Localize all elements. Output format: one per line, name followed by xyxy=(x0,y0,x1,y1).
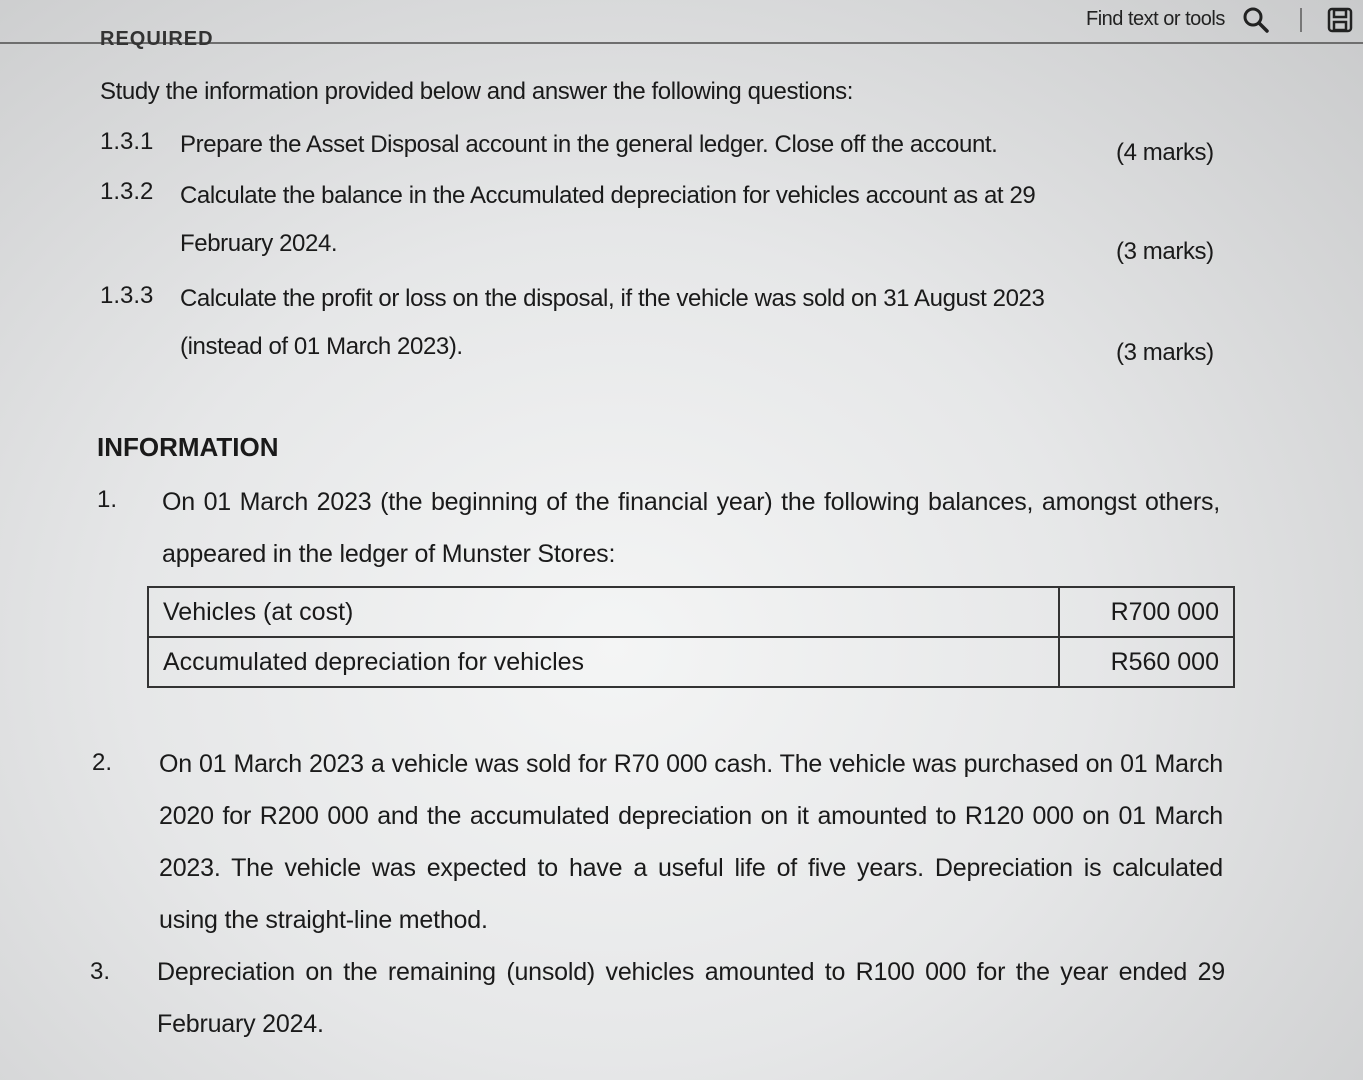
information-heading: INFORMATION xyxy=(97,432,279,462)
table-row xyxy=(148,637,1234,687)
question-text-continued: (instead of 01 March 2023). xyxy=(180,333,463,360)
balances-table xyxy=(147,586,1235,688)
cut-off-heading: REQUIRED xyxy=(100,28,214,50)
search-icon[interactable] xyxy=(1242,6,1270,34)
item-number: 1. xyxy=(97,486,118,513)
question-text: Calculate the balance in the Accumulated depreciation for vehicles account as at 29 xyxy=(180,182,1036,209)
item-text: On 01 March 2023 a vehicle was sold for R70 000 cash. The vehicle was purchased on 01 March 2020 for R200 000 and the accumulated depreciation on it amounted to R120 000 on 01 March 2023. The vehicle was expected to have a useful life of five years. Depreciation is calculated using the straight-line method. xyxy=(159,750,1223,934)
question-text-continued: February 2024. xyxy=(180,230,338,257)
question-number: 1.3.2 xyxy=(100,178,154,205)
question-number: 1.3.3 xyxy=(100,282,154,309)
balance-label: Vehicles (at cost) xyxy=(148,587,1059,637)
item-text: Depreciation on the remaining (unsold) vehicles amounted to R100 000 for the year ended 29 February 2024. xyxy=(157,958,1225,1038)
question-text: Prepare the Asset Disposal account in the general ledger. Close off the account. xyxy=(180,131,998,158)
item-text: On 01 March 2023 (the beginning of the financial year) the following balances, amongst others, appeared in the ledger of Munster Stores: xyxy=(162,488,1220,568)
balance-amount: R560 000 xyxy=(1059,637,1234,687)
question-marks: (3 marks) xyxy=(1116,238,1214,265)
item-number: 3. xyxy=(90,958,111,985)
toolbar-divider xyxy=(1300,8,1302,32)
item-number: 2. xyxy=(92,749,113,776)
balance-amount: R700 000 xyxy=(1059,587,1234,637)
table-row xyxy=(148,587,1234,637)
question-marks: (3 marks) xyxy=(1116,339,1214,366)
instruction-text: Study the information provided below and answer the following questions: xyxy=(100,78,854,105)
save-icon[interactable] xyxy=(1326,6,1354,34)
find-text-or-tools-button[interactable]: Find text or tools xyxy=(1086,8,1225,30)
question-text: Calculate the profit or loss on the disposal, if the vehicle was sold on 31 August 2023 xyxy=(180,285,1045,312)
question-marks: (4 marks) xyxy=(1116,139,1214,166)
question-number: 1.3.1 xyxy=(100,128,154,155)
balance-label: Accumulated depreciation for vehicles xyxy=(148,637,1059,687)
